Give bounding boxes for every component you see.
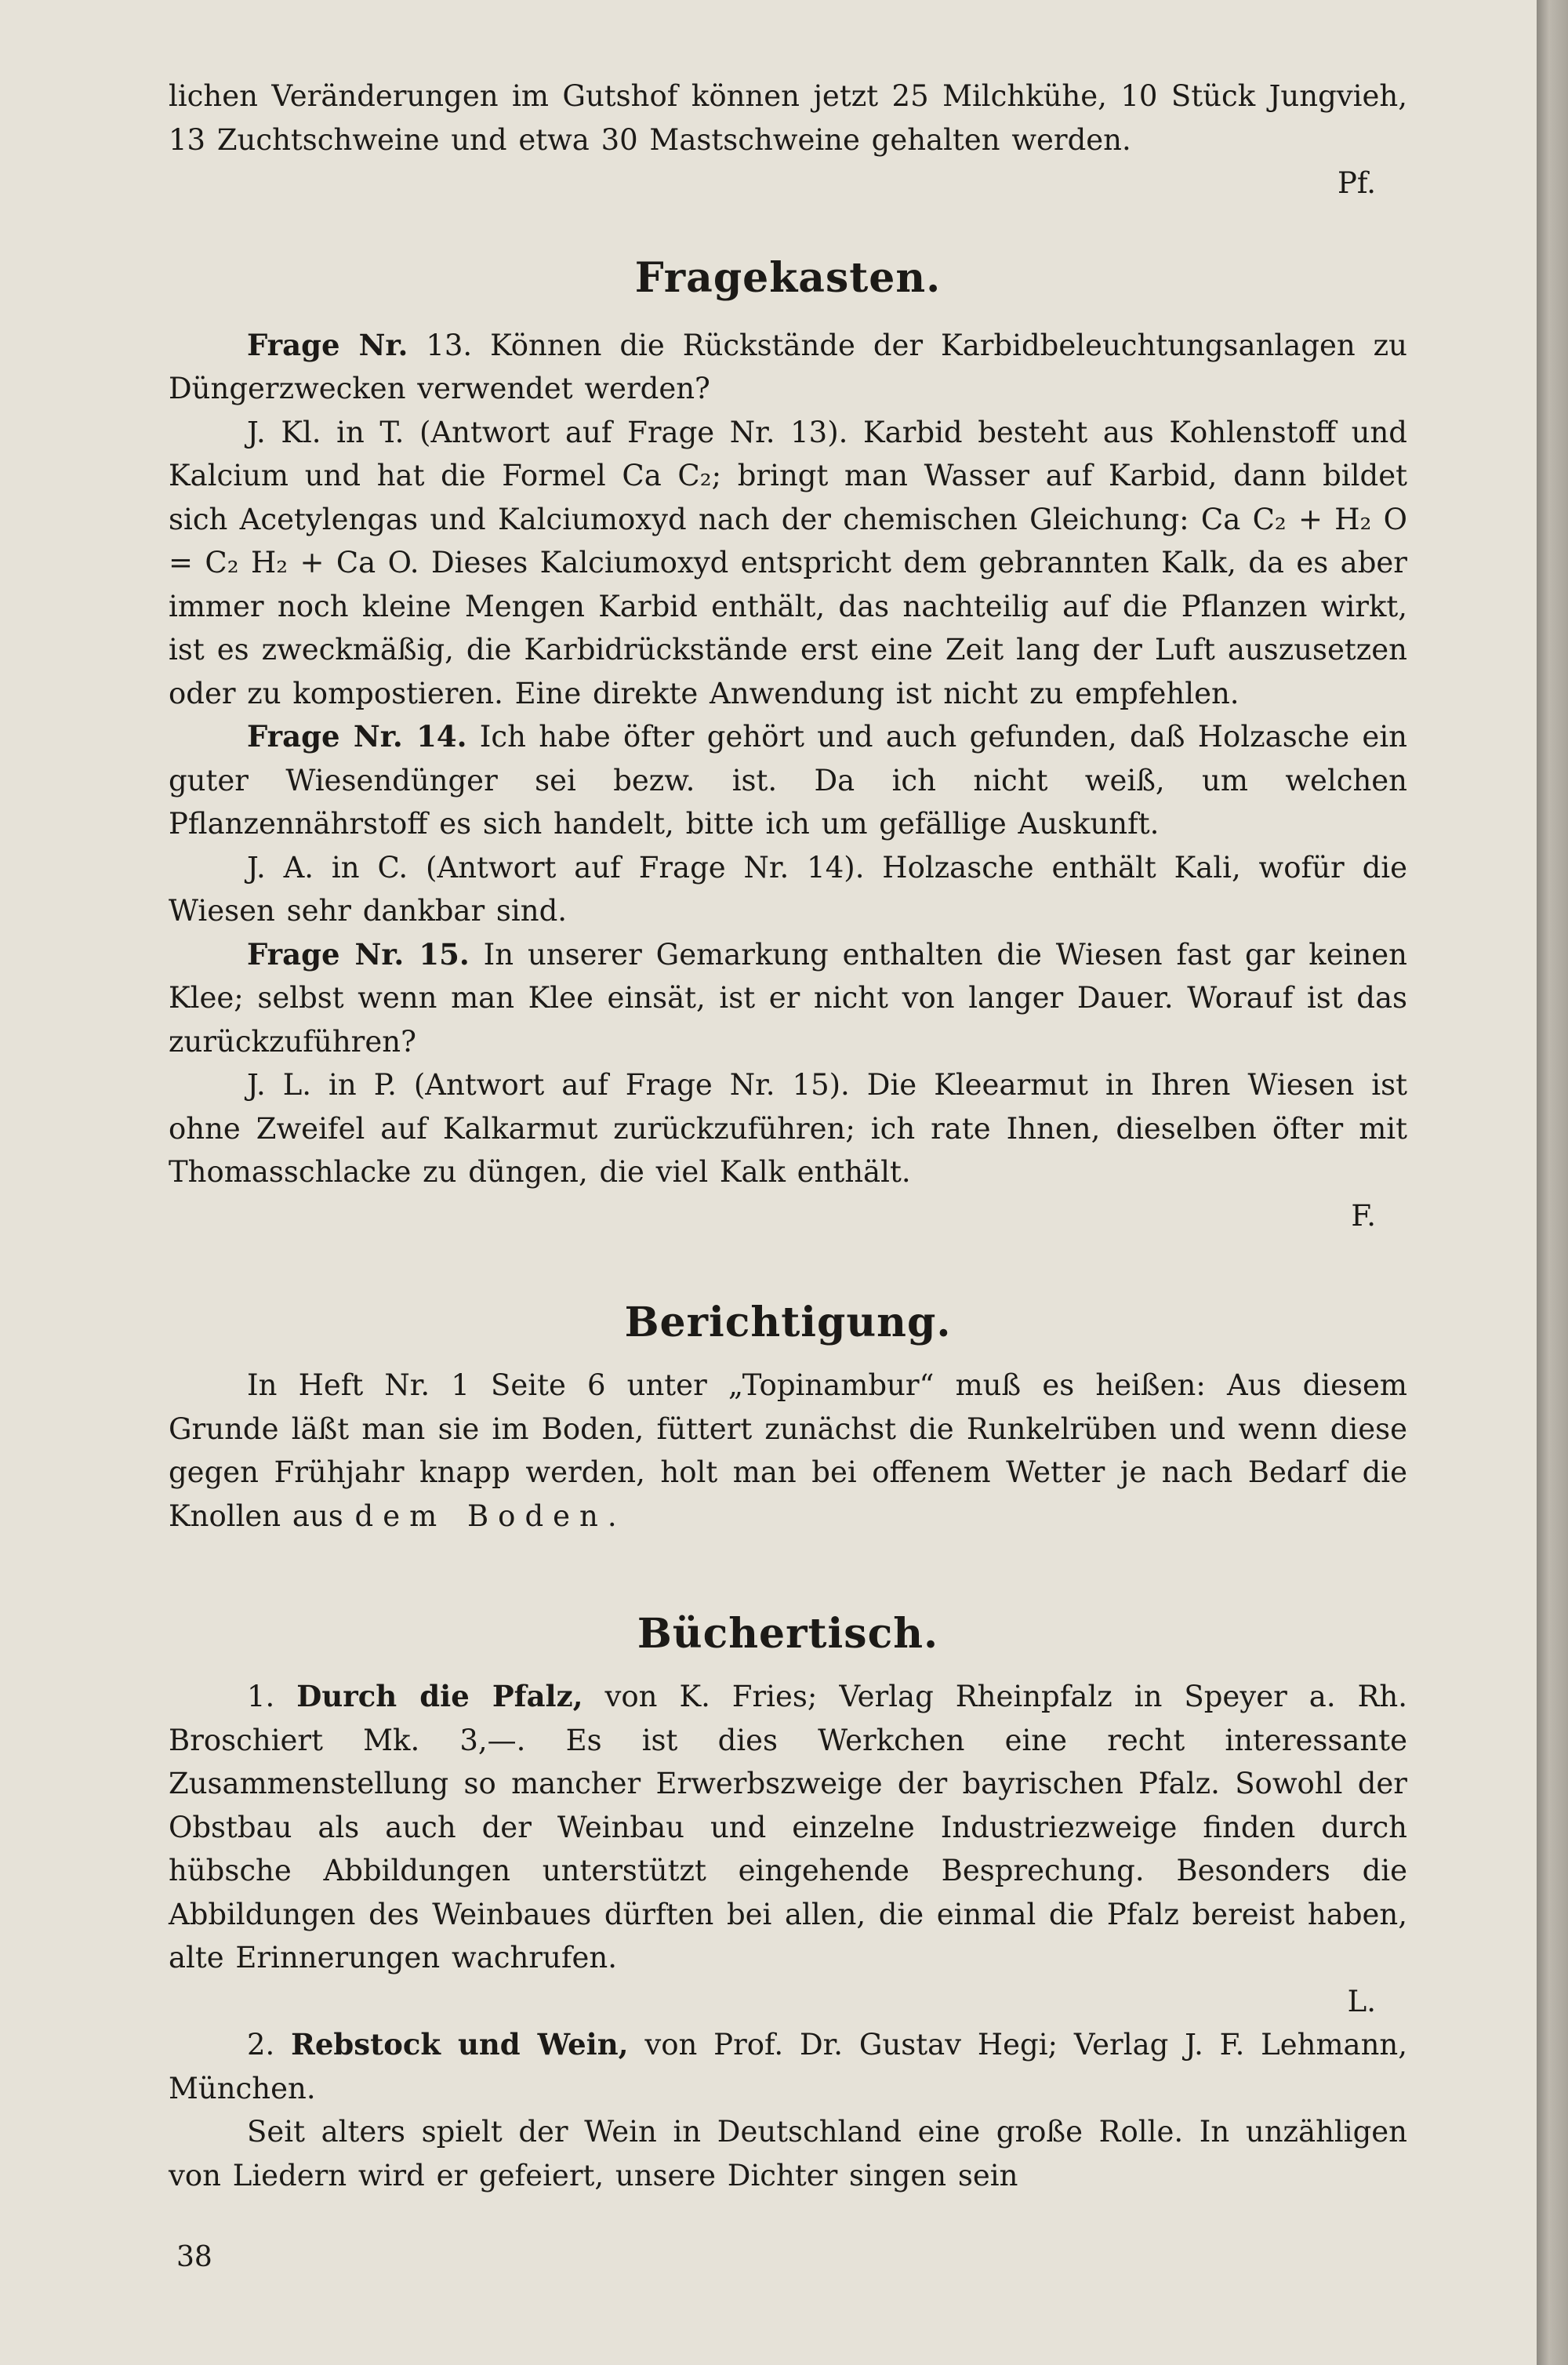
question-15 (169, 933, 1407, 1064)
book-item-2-body: Seit alters spielt der Wein in Deutschland eine große Rolle. In unzähligen von Liedern wird er gefeiert, unsere Dichter singen sein (169, 2115, 1407, 2192)
section-heading-fragekasten: Fragekasten. (634, 253, 942, 302)
berichtigung-paragraph (169, 1364, 1407, 1538)
question-14 (169, 715, 1407, 846)
book-item-2 (169, 2023, 1407, 2110)
book-item-1-title: Durch die Pfalz, (296, 1679, 583, 1713)
page-content (169, 74, 1407, 2197)
book-item-2-title: Rebstock und Wein, (291, 2027, 629, 2062)
berichtigung-text: In Heft Nr. 1 Seite 6 unter „Topinambur“ muß es heißen: Aus diesem Grunde läßt man sie im Boden, füttert zunächst die Runkelrüben und wenn diese gegen Frühjahr knapp werden, holt man bei offenem Wetter je nach Bedarf die Knollen aus (169, 1368, 1407, 1533)
question-13-label: Frage Nr. (247, 327, 408, 362)
book-item-2-number: 2. (247, 2028, 275, 2062)
intro-paragraph: lichen Veränderungen im Gutshof können jetzt 25 Milchkühe, 10 Stück Jungvieh, 13 Zuchtschweine und etwa 30 Mastschweine gehalten werden. (169, 79, 1407, 157)
book-item-2-text: von Prof. Dr. Gustav Hegi; Verlag J. F. Lehmann, München. (169, 2028, 1408, 2105)
question-15-label: Frage Nr. 15. (247, 936, 470, 972)
page-edge-shadow (1537, 0, 1568, 2365)
answer-13: J. Kl. in T. (Antwort auf Frage Nr. 13). Karbid besteht aus Kohlenstoff und Kalcium und hat die Formel Ca C₂; bringt man Wasser auf Karbid, dann bildet sich Acetylengas und Kalciumoxyd nach der chemischen Gleichung: Ca C₂ + H₂ O = C₂ H₂ + Ca O. Dieses Kalciumoxyd entspricht dem gebrannten Kalk, da es aber immer noch kleine Mengen Karbid enthält, das nachteilig auf die Pflanzen wirkt, ist es zweckmäßig, die Karbidrückstände erst eine Zeit lang der Luft auszusetzen oder zu kompostieren. Eine direkte Anwendung ist nicht zu empfehlen. (169, 415, 1407, 710)
fragekasten-signature: F. (1351, 1198, 1376, 1233)
book-item-1 (169, 1675, 1407, 1980)
answer-15: J. L. in P. (Antwort auf Frage Nr. 15). Die Kleearmut in Ihren Wiesen ist ohne Zweifel auf Kalkarmut zurückzuführen; ich rate Ihnen, dieselben öfter mit Thomasschlacke zu düngen, die viel Kalk enthält. (169, 1068, 1407, 1189)
section-heading-berichtigung: Berichtigung. (624, 1299, 952, 1346)
berichtigung-spaced-text: dem Boden. (354, 1499, 626, 1533)
page-number: 38 (176, 2241, 212, 2273)
question-14-label: Frage Nr. 14. (247, 719, 467, 754)
question-13-text: 13. Können die Rückstände der Karbidbeleuchtungsanlagen zu Düngerzwecken verwendet werden? (169, 328, 1408, 405)
book-item-1-signature: L. (1347, 1984, 1376, 2018)
section-heading-buechertisch: Büchertisch. (637, 1610, 939, 1658)
question-14-text: Ich habe öfter gehört und auch gefunden, daß Holzasche ein guter Wiesendünger sei bezw. ist. Da ich nicht weiß, um welchen Pflanzennährstoff es sich handelt, bitte ich um gefällige Auskunft. (169, 720, 1407, 841)
question-15-text: In unserer Gemarkung enthalten die Wiesen fast gar keinen Klee; selbst wenn man Klee einsät, ist er nicht von langer Dauer. Worauf ist das zurückzuführen? (169, 937, 1407, 1059)
answer-14: J. A. in C. (Antwort auf Frage Nr. 14). Holzasche enthält Kali, wofür die Wiesen sehr dankbar sind. (169, 850, 1407, 928)
book-item-1-text: von K. Fries; Verlag Rheinpfalz in Speyer a. Rh. Broschiert Mk. 3,—. Es ist dies Werkchen eine recht interessante Zusammenstellung so mancher Erwerbszweige der bayrischen Pfalz. Sowohl der Obstbau als auch der Weinbau und einzelne Industriezweige finden durch hübsche Abbildungen unterstützt eingehende Besprechung. Besonders die Abbildungen des Weinbaues dürften bei allen, die einmal die Pfalz bereist haben, alte Erinnerungen wachrufen. (169, 1680, 1407, 1974)
intro-signature: Pf. (1337, 166, 1376, 200)
question-13 (169, 324, 1407, 411)
book-item-1-number: 1. (247, 1680, 275, 1713)
